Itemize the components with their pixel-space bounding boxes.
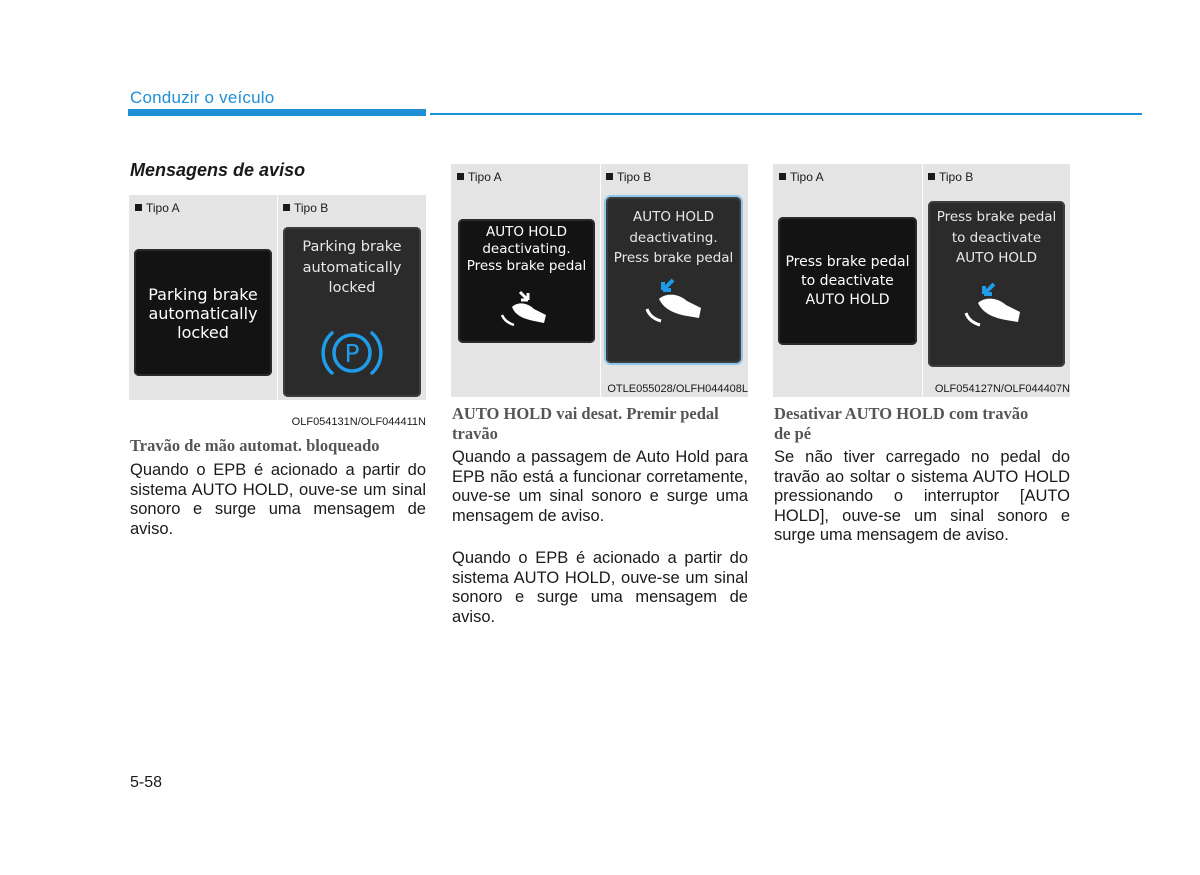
brake-pedal-icon	[643, 277, 713, 329]
figure-auto-hold-deactivating	[451, 164, 748, 397]
screen-message: Press brake pedal to deactivate AUTO HOLD	[785, 254, 910, 308]
tipo-b-label: Tipo B	[928, 170, 973, 184]
cluster-screen-b	[283, 227, 421, 397]
figure-code: OLF054127N/OLF044407N	[934, 383, 1070, 395]
body-paragraph: Quando a passagem de Auto Hold para EPB não está a funcionar corretamente, ouve-se um sinal sonoro e surge uma mensagem de aviso.	[452, 448, 748, 525]
header-rule-thin	[430, 113, 1142, 115]
figure-parking-brake	[129, 195, 426, 400]
screen-message: AUTO HOLD deactivating. Press brake pedal	[613, 209, 734, 266]
figure-divider	[600, 164, 601, 397]
square-bullet-icon	[928, 173, 935, 180]
screen-message: AUTO HOLD deactivating. Press brake pedal	[466, 224, 587, 274]
tipo-b-label: Tipo B	[283, 201, 328, 215]
square-bullet-icon	[457, 173, 464, 180]
tipo-a-label: Tipo A	[135, 201, 180, 215]
figure-deactivate-auto-hold	[773, 164, 1070, 397]
brake-pedal-icon	[498, 289, 558, 329]
cluster-screen-a	[778, 217, 917, 345]
tipo-a-label: Tipo A	[457, 170, 502, 184]
figure-code: OLF054131N/OLF044411N	[291, 416, 426, 428]
screen-message: Press brake pedal to deactivate AUTO HOLD	[936, 209, 1057, 266]
header-rule-thick	[128, 109, 426, 116]
square-bullet-icon	[779, 173, 786, 180]
screen-message: Parking brake automatically locked	[302, 239, 402, 296]
square-bullet-icon	[606, 173, 613, 180]
cluster-screen-b	[606, 197, 741, 363]
body-paragraph: Quando o EPB é acionado a partir do sistema AUTO HOLD, ouve-se um sinal sonoro e surge uma mensagem de aviso.	[130, 461, 426, 538]
figure-divider	[277, 195, 278, 400]
brake-pedal-icon	[962, 281, 1032, 333]
tipo-b-label: Tipo B	[606, 170, 651, 184]
cluster-screen-a	[134, 249, 272, 376]
body-paragraph: Quando o EPB é acionado a partir do sistema AUTO HOLD, ouve-se um sinal sonoro e surge uma mensagem de aviso.	[452, 549, 748, 626]
section-heading: Mensagens de aviso	[130, 160, 306, 180]
screen-message: Parking brake automatically locked	[148, 285, 258, 342]
page-number: 5-58	[130, 774, 163, 791]
tipo-a-label: Tipo A	[779, 170, 824, 184]
cluster-screen-a	[458, 219, 595, 343]
caption-deactivate-auto-hold: Desativar AUTO HOLD com travão de pé	[774, 404, 1029, 443]
cluster-screen-b	[928, 201, 1065, 367]
parking-brake-icon	[320, 327, 384, 379]
running-header-title: Conduzir o veículo	[130, 88, 275, 107]
figure-code: OTLE055028/OLFH044408L	[607, 383, 748, 395]
caption-parking-brake: Travão de mão automat. bloqueado	[130, 436, 380, 455]
body-paragraph: Se não tiver carregado no pedal do travão ao soltar o sistema AUTO HOLD pressionando o interruptor [AUTO HOLD], ouve-se um sinal sonoro e surge uma mensagem de aviso.	[774, 448, 1070, 544]
caption-auto-hold-deactivating: AUTO HOLD vai desat. Premir pedal travão	[452, 404, 719, 443]
square-bullet-icon	[283, 204, 290, 211]
figure-divider	[922, 164, 923, 397]
svg-text:P: P	[344, 339, 360, 368]
square-bullet-icon	[135, 204, 142, 211]
